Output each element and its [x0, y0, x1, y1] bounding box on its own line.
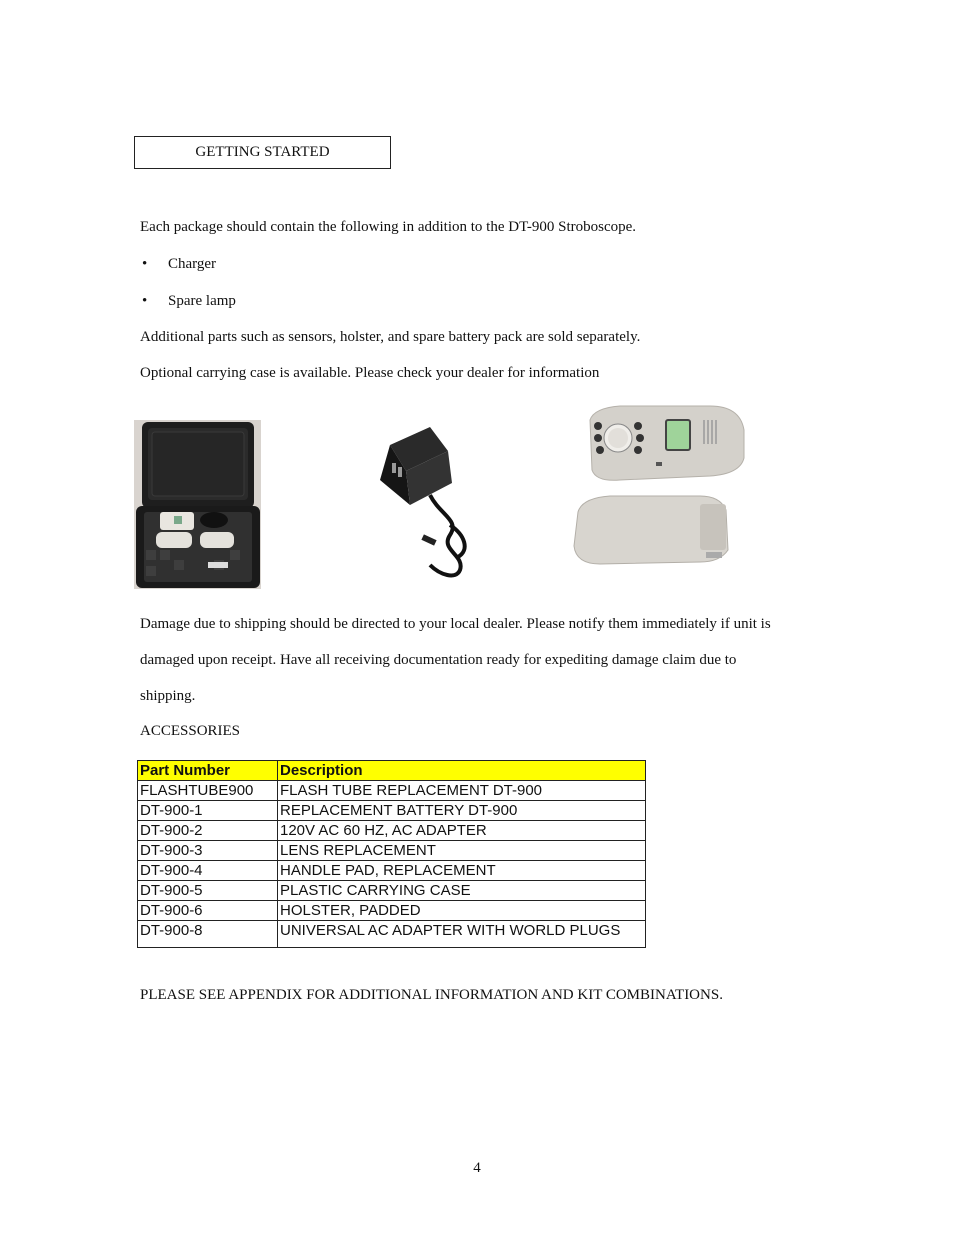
bullet-text: Spare lamp [168, 293, 236, 309]
part-number-cell: FLASHTUBE900 [138, 781, 278, 801]
description-cell: HOLSTER, PADDED [278, 901, 646, 921]
part-number-cell: DT-900-6 [138, 901, 278, 921]
table-row [138, 841, 646, 861]
table-row [138, 881, 646, 901]
damage-line-3: shipping. [140, 688, 196, 704]
part-number-cell: DT-900-2 [138, 821, 278, 841]
accessories-heading: ACCESSORIES [140, 723, 241, 739]
damage-line-2: damaged upon receipt. Have all receiving documentation ready for expediting damage claim due to [140, 652, 737, 668]
description-cell: REPLACEMENT BATTERY DT-900 [278, 801, 646, 821]
part-number-cell: DT-900-1 [138, 801, 278, 821]
description-cell: 120V AC 60 HZ, AC ADAPTER [278, 821, 646, 841]
part-number-cell: DT-900-4 [138, 861, 278, 881]
table-row [138, 861, 646, 881]
description-cell: UNIVERSAL AC ADAPTER WITH WORLD PLUGS [278, 921, 646, 948]
column-header-description: Description [278, 761, 646, 781]
table-header-row [138, 761, 646, 781]
description-cell: PLASTIC CARRYING CASE [278, 881, 646, 901]
carrying-case-photo [134, 420, 261, 589]
bullet-text: Charger [168, 256, 217, 272]
accessories-table [137, 760, 646, 948]
table-row [138, 901, 646, 921]
part-number-cell: DT-900-3 [138, 841, 278, 861]
damage-line-1: Damage due to shipping should be directed to your local dealer. Please notify them immediately if unit is [140, 616, 771, 632]
stroboscope-unit-photo [560, 400, 746, 582]
section-title-box [134, 136, 391, 169]
table-row [138, 801, 646, 821]
page-number: 4 [473, 1160, 481, 1176]
description-cell: HANDLE PAD, REPLACEMENT [278, 861, 646, 881]
table-row [138, 921, 646, 948]
section-title: GETTING STARTED [195, 144, 330, 160]
table-row [138, 821, 646, 841]
column-header-part-number: Part Number [138, 761, 278, 781]
description-cell: FLASH TUBE REPLACEMENT DT-900 [278, 781, 646, 801]
additional-parts-paragraph: Additional parts such as sensors, holster, and spare battery pack are sold separately. [140, 329, 641, 345]
description-cell: LENS REPLACEMENT [278, 841, 646, 861]
bullet-glyph: • [142, 256, 148, 272]
optional-case-paragraph: Optional carrying case is available. Please check your dealer for information [140, 365, 600, 381]
bullet-glyph: • [142, 293, 148, 309]
part-number-cell: DT-900-8 [138, 921, 278, 948]
ac-adapter-photo [370, 425, 490, 585]
intro-paragraph: Each package should contain the following in addition to the DT-900 Stroboscope. [140, 219, 637, 235]
part-number-cell: DT-900-5 [138, 881, 278, 901]
table-row [138, 781, 646, 801]
appendix-note: PLEASE SEE APPENDIX FOR ADDITIONAL INFORMATION AND KIT COMBINATIONS. [140, 987, 723, 1003]
